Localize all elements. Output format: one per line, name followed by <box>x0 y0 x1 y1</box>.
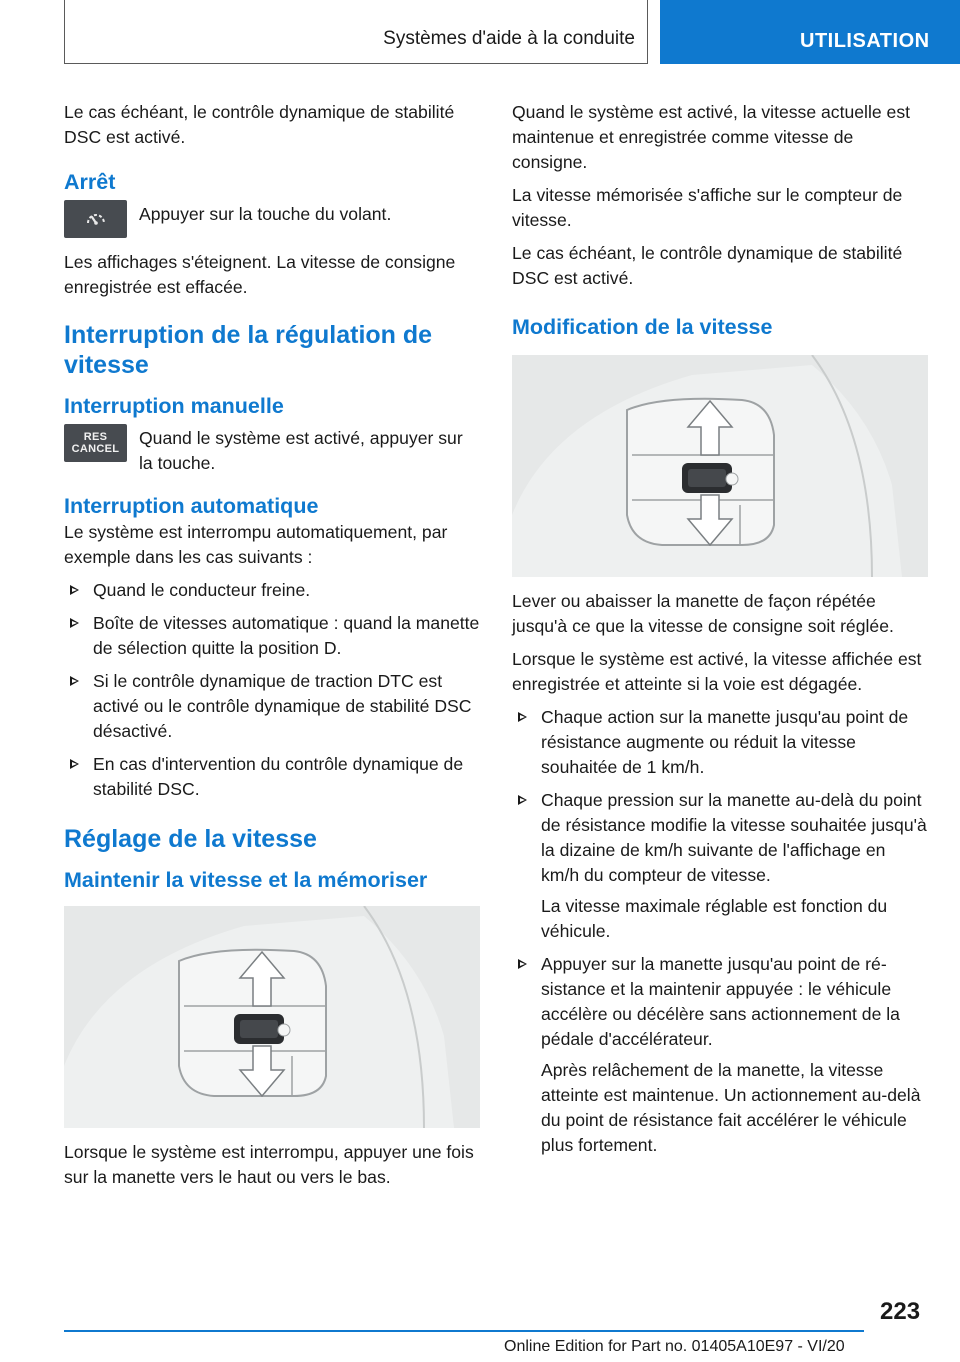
list-item-subtext: La vitesse maximale réglable est fonction du véhicule. <box>541 896 888 941</box>
header-section-title: Systèmes d'aide à la conduite <box>383 28 635 49</box>
res-cancel-button-image <box>64 424 127 462</box>
manual-row <box>64 426 480 476</box>
modify-speed-heading: Modification de la vitesse <box>512 315 773 339</box>
page-number: 223 <box>880 1298 921 1325</box>
res-label: RES <box>83 431 108 443</box>
list-item <box>512 788 928 944</box>
list-item <box>512 952 928 1158</box>
edition-footer: Online Edition for Part no. 01405A10E97 - VI/20 <box>504 1338 845 1355</box>
auto-heading: Interruption automatique <box>64 494 319 518</box>
header-chapter-tab[interactable] <box>660 0 960 64</box>
set-speed-heading: Réglage de la vitesse <box>64 825 317 853</box>
speedometer-icon <box>83 207 109 231</box>
intro-paragraph: Le cas échéant, le contrôle dynamique de stabilité DSC est activé. <box>64 102 455 147</box>
stop-heading: Arrêt <box>64 170 116 194</box>
list-item: Si le contrôle dynamique de traction DTC est activé ou le contrôle dynamique de stabilité DSC désactivé. <box>64 669 480 744</box>
stop-instruction: Appuyer sur la touche du volant. <box>139 204 392 224</box>
modify-caption: Lever ou abaisser la manette de façon répétée jusqu'à ce que la vitesse de consigne soit réglée. <box>512 591 894 636</box>
steering-wheel-rocker-image <box>512 355 928 577</box>
auto-text: Le système est interrompu automatiquement, par exemple dans les cas suivants : <box>64 522 448 567</box>
list-item: Boîte de vitesses automatique : quand la manette de sélection quitte la position D. <box>64 611 480 661</box>
activated-paragraph: Quand le système est activé, la vitesse actuelle est maintenue et enregistrée comme vitesse de consigne. <box>512 102 911 172</box>
speed-limiter-button-image <box>64 200 127 238</box>
displayed-speed-paragraph: Lorsque le système est activé, la vitesse affichée est enregistrée et atteinte si la voie est dégagée. <box>512 649 922 694</box>
left-column <box>64 100 480 1198</box>
dsc-paragraph: Le cas échéant, le contrôle dynamique de stabilité DSC est activé. <box>512 243 903 288</box>
list-item: En cas d'intervention du contrôle dynamique de stabilité DSC. <box>64 752 480 802</box>
stored-speed-paragraph: La vitesse mémorisée s'affiche sur le compteur de vitesse. <box>512 185 903 230</box>
stop-after-text: Les affichages s'éteignent. La vitesse de consigne enregistrée est effacée. <box>64 252 456 297</box>
keep-speed-caption: Lorsque le système est interrompu, appuyer une fois sur la manette vers le haut ou vers le bas. <box>64 1142 474 1187</box>
manual-heading: Interruption manuelle <box>64 394 284 418</box>
list-item-text: Chaque action sur la manette jusqu'au point de résistance augmente ou réduit la vitesse souhaitée de 1 km/h. <box>541 707 909 777</box>
stop-row <box>64 202 480 238</box>
manual-instruction: Quand le système est activé, appuyer sur la touche. <box>139 428 463 473</box>
header-chapter-label: UTILISATION <box>800 30 930 52</box>
footer-rule <box>64 1330 864 1332</box>
interrupt-heading: Interruption de la régulation de vitesse <box>64 321 433 379</box>
right-column <box>512 100 928 1166</box>
list-item <box>512 705 928 780</box>
header-section-box <box>64 0 648 64</box>
keep-speed-heading: Maintenir la vitesse et la mémoriser <box>64 868 428 892</box>
list-item-subtext: Après relâchement de la manette, la vitesse atteinte est maintenue. Un actionnement au-delà du point de résistance fait accélérer le véhicule plus fortement. <box>541 1060 921 1155</box>
list-item: Quand le conducteur freine. <box>64 578 480 603</box>
modify-list <box>512 705 928 1158</box>
cancel-label: CANCEL <box>71 443 120 455</box>
auto-list <box>64 578 480 802</box>
list-item-text: Chaque pression sur la manette au-delà du point de résistance modifie la vitesse souhaitée jusqu'à la dizaine de km/h suivante de l'affichage en km/h du compteur de vitesse. <box>541 790 927 885</box>
list-item-text: Appuyer sur la manette jusqu'au point de résistance et la maintenir appuyée : le véhicule accélère ou décélère sans actionnement de la pédale d'accélérateur. <box>541 954 900 1049</box>
steering-wheel-rocker-image <box>64 906 480 1128</box>
